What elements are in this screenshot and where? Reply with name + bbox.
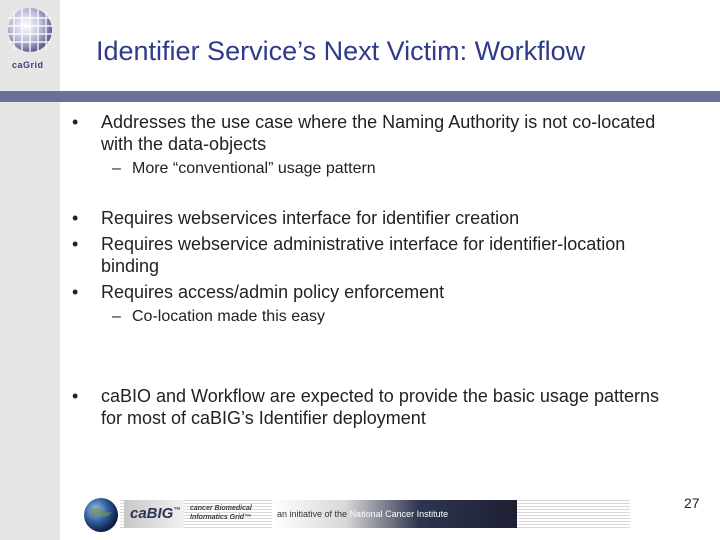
- subbullet-marker: –: [112, 160, 121, 177]
- bullet-marker: •: [72, 208, 79, 228]
- bullet-text: Requires access/admin policy enforcement: [101, 282, 445, 302]
- initiative-text: an initiative of the National Cancer Institute: [277, 509, 449, 519]
- bullet-marker: •: [72, 282, 79, 302]
- bullet-marker: •: [72, 386, 79, 406]
- left-sidebar-strip: [0, 0, 60, 540]
- cabig-logo-text: caBIG™: [130, 505, 181, 522]
- slide-title: Identifier Service’s Next Victim: Workflow: [96, 36, 586, 66]
- title-divider: [0, 91, 720, 102]
- grid-globe-icon: [4, 6, 56, 58]
- bullet-text: Addresses the use case where the Naming Authority is not co-located with the data-objects: [101, 112, 656, 154]
- bullet-marker: •: [72, 112, 79, 132]
- page-number: 27: [684, 495, 700, 511]
- globe-icon: [82, 496, 120, 534]
- bullet-marker: •: [72, 234, 79, 254]
- bullet-text: Requires webservices interface for identifier creation: [101, 208, 520, 228]
- cabig-subtitle: cancer Biomedical Informatics Grid™: [190, 505, 252, 521]
- bullet-text: Requires webservice administrative interface for identifier-location binding: [101, 234, 626, 276]
- bullet-text: caBIO and Workflow are expected to provide the basic usage patterns for most of caBIG’s Identifier deployment: [101, 386, 659, 428]
- subbullet-text: Co-location made this easy: [132, 308, 325, 325]
- subbullet-marker: –: [112, 308, 121, 325]
- subbullet-text: More “conventional” usage pattern: [132, 160, 376, 177]
- logo-label: caGrid: [12, 60, 44, 70]
- cagrid-logo: [4, 6, 56, 68]
